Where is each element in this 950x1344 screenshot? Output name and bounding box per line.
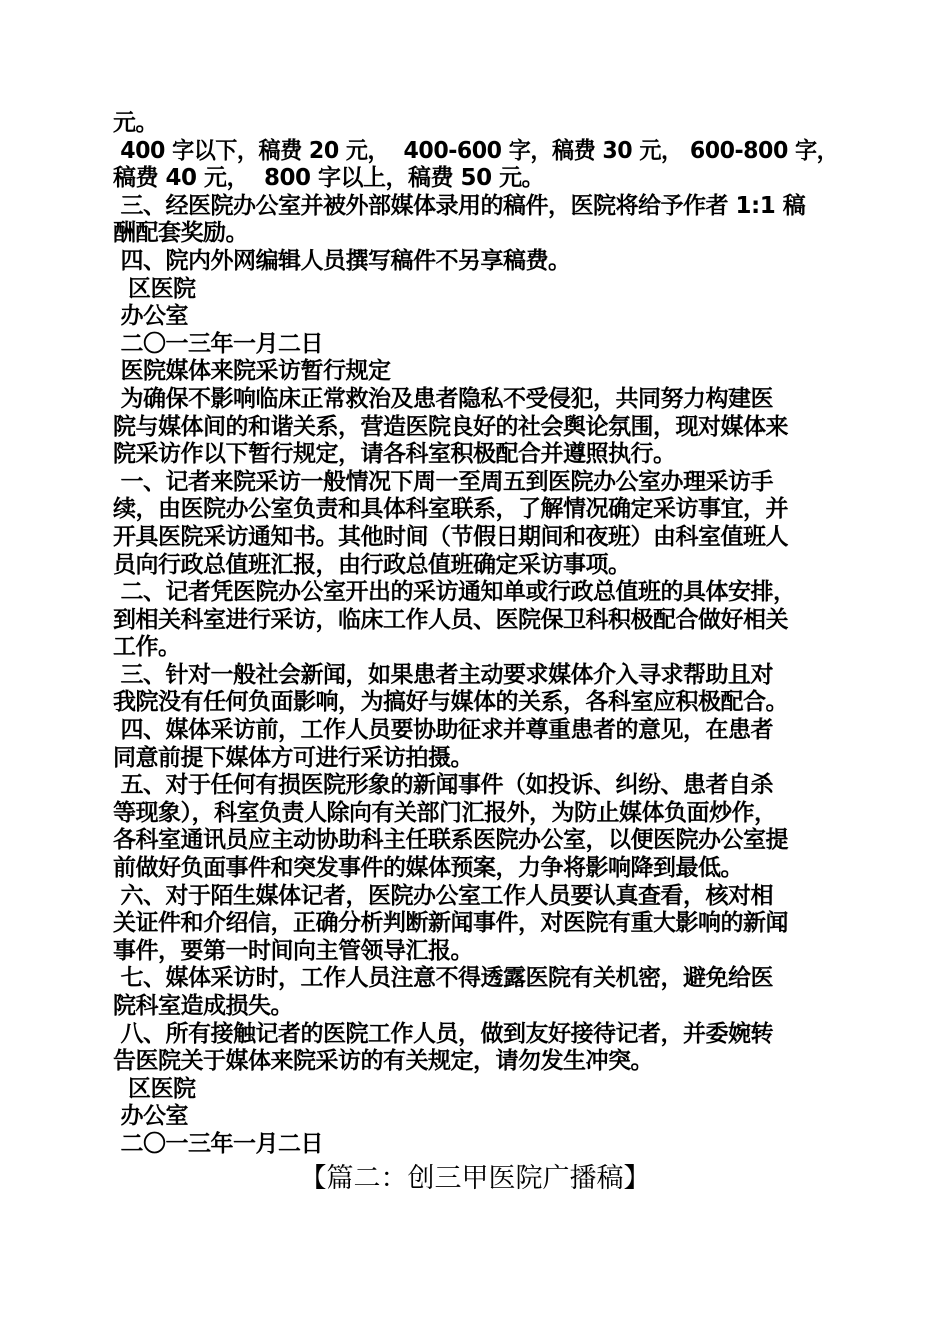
text-line: 员向行政总值班汇报，由行政总值班确定采访事项。 — [113, 551, 631, 578]
text-line: 稿费 40 元， 800 字以上，稿费 50 元。 — [113, 165, 545, 192]
text-line: 等现象），科室负责人除向有关部门汇报外，为防止媒体负面炒作， — [113, 799, 777, 826]
text-line: 二〇一三年一月二日 — [113, 330, 324, 357]
text-line: 同意前提下媒体方可进行采访拍摄。 — [113, 744, 473, 771]
text-line: 区医院 — [113, 1075, 196, 1102]
text-line: 开具医院采访通知书。其他时间（节假日期间和夜班）由科室值班人 — [113, 523, 788, 550]
text-line: 各科室通讯员应主动协助科主任联系医院办公室，以便医院办公室提 — [113, 827, 788, 854]
text-line: 关证件和介绍信，正确分析判断新闻事件，对医院有重大影响的新闻 — [113, 910, 788, 937]
text-line: 400 字以下，稿费 20 元， 400-600 字，稿费 30 元， 600-800 字， — [113, 137, 839, 164]
text-line: 三、经医院办公室并被外部媒体录用的稿件，医院将给予作者 1:1 稿 — [113, 192, 806, 219]
text-line: 六、对于陌生媒体记者，医院办公室工作人员要认真查看，核对相 — [113, 882, 774, 909]
text-line: 院与媒体间的和谐关系，营造医院良好的社会舆论氛围，现对媒体来 — [113, 413, 788, 440]
text-line: 告医院关于媒体来院采访的有关规定，请勿发生冲突。 — [113, 1048, 653, 1075]
text-line: 七、媒体采访时，工作人员注意不得透露医院有关机密，避免给医 — [113, 965, 774, 992]
text-line: 为确保不影响临床正常救治及患者隐私不受侵犯，共同努力构建医 — [113, 385, 774, 412]
text-line: 医院媒体来院采访暂行规定 — [113, 358, 391, 385]
text-line: 事件，要第一时间向主管领导汇报。 — [113, 937, 473, 964]
text-line: 我院没有任何负面影响，为搞好与媒体的关系，各科室应积极配合。 — [113, 689, 788, 716]
text-line: 院科室造成损失。 — [113, 993, 293, 1019]
text-line: 五、对于任何有损医院形象的新闻事件（如投诉、纠纷、患者自杀 — [113, 772, 774, 799]
text-line: 八、所有接触记者的医院工作人员，做到友好接待记者，并委婉转 — [113, 1020, 774, 1047]
text-line: 到相关科室进行采访，临床工作人员、医院保卫科积极配合做好相关 — [113, 606, 788, 633]
document-body — [113, 110, 838, 1159]
text-line: 区医院 — [113, 275, 196, 302]
section-heading: 【篇二：创三甲医院广播稿】 — [299, 1163, 651, 1194]
text-line: 四、媒体采访前，工作人员要协助征求并尊重患者的意见，在患者 — [113, 717, 774, 744]
text-line: 办公室 — [113, 303, 189, 330]
text-line: 三、针对一般社会新闻，如果患者主动要求媒体介入寻求帮助且对 — [113, 661, 774, 688]
text-line: 二〇一三年一月二日 — [113, 1130, 324, 1157]
text-line: 院采访作以下暂行规定，请各科室积极配合并遵照执行。 — [113, 441, 676, 468]
text-line: 续，由医院办公室负责和具体科室联系，了解情况确定采访事宜，并 — [113, 496, 788, 523]
text-line: 酬配套奖励。 — [113, 220, 248, 247]
text-line: 工作。 — [113, 634, 181, 661]
text-line: 四、院内外网编辑人员撰写稿件不另享稿费。 — [113, 247, 571, 274]
text-line: 前做好负面事件和突发事件的媒体预案，力争将影响降到最低。 — [113, 855, 743, 882]
text-line: 一、记者来院采访一般情况下周一至周五到医院办公室办理采访手 — [113, 468, 774, 495]
text-line: 二、记者凭医院办公室开出的采访通知单或行政总值班的具体安排， — [113, 579, 796, 606]
text-line: 办公室 — [113, 1103, 189, 1130]
text-line: 元。 — [113, 110, 158, 136]
